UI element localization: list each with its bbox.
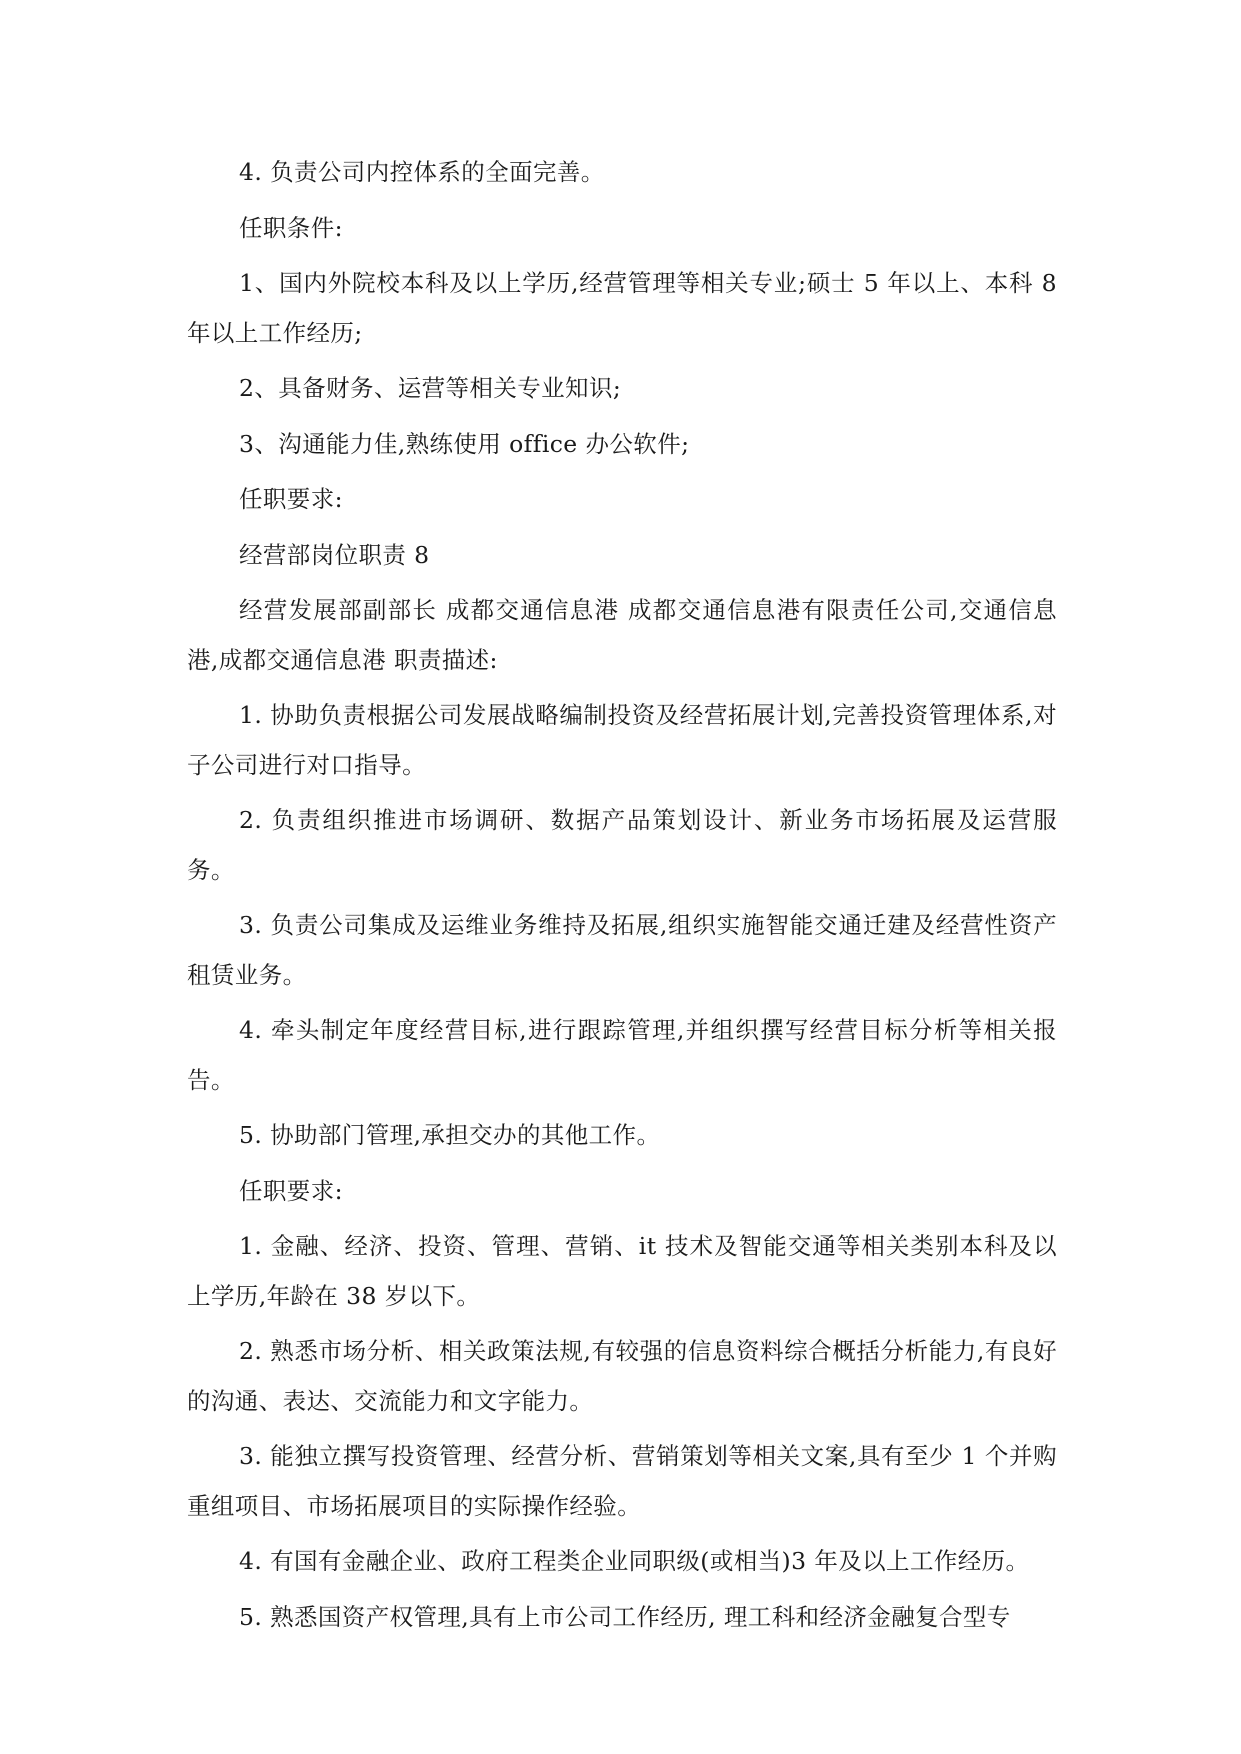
duty-item-3: 3. 负责公司集成及运维业务维持及拓展,组织实施智能交通迁建及经营性资产租赁业务。	[187, 911, 1057, 989]
paragraph-finance-knowledge: 2、具备财务、运营等相关专业知识;	[239, 374, 622, 402]
requirement-item-4: 4. 有国有金融企业、政府工程类企业同职级(或相当)3 年及以上工作经历。	[239, 1547, 1030, 1575]
heading-job-conditions: 任职条件:	[239, 213, 343, 242]
section-title-duty-8: 经营部岗位职责 8	[239, 540, 430, 569]
heading-job-requirements: 任职要求:	[239, 485, 343, 513]
requirement-item-2: 2. 熟悉市场分析、相关政策法规,有较强的信息资料综合概括分析能力,有良好的沟通、表达、交流能力和文字能力。	[187, 1337, 1057, 1415]
paragraph-communication-office: 3、沟通能力佳,熟练使用 office 办公软件;	[239, 429, 690, 458]
duty-item-2: 2. 负责组织推进市场调研、数据产品策划设计、新业务市场拓展及运营服务。	[187, 806, 1057, 884]
document-body	[187, 148, 1057, 1648]
paragraph-position-intro: 经营发展部副部长 成都交通信息港 成都交通信息港有限责任公司,交通信息港,成都交通信息港 职责描述:	[187, 596, 1057, 674]
duty-item-1: 1. 协助负责根据公司发展战略编制投资及经营拓展计划,完善投资管理体系,对子公司进行对口指导。	[187, 701, 1057, 779]
paragraph-education-experience: 1、国内外院校本科及以上学历,经营管理等相关专业;硕士 5 年以上、本科 8 年以上工作经历;	[187, 269, 1057, 347]
paragraph-internal-control: 4. 负责公司内控体系的全面完善。	[239, 158, 605, 186]
duty-item-5: 5. 协助部门管理,承担交办的其他工作。	[239, 1121, 661, 1149]
requirement-item-1: 1. 金融、经济、投资、管理、营销、it 技术及智能交通等相关类别本科及以上学历,年龄在 38 岁以下。	[187, 1232, 1057, 1310]
requirement-item-5: 5. 熟悉国资产权管理,具有上市公司工作经历, 理工科和经济金融复合型专	[239, 1602, 1011, 1631]
requirement-item-3: 3. 能独立撰写投资管理、经营分析、营销策划等相关文案,具有至少 1 个并购重组项目、市场拓展项目的实际操作经验。	[187, 1442, 1057, 1520]
duty-item-4: 4. 牵头制定年度经营目标,进行跟踪管理,并组织撰写经营目标分析等相关报告。	[187, 1016, 1057, 1094]
heading-job-requirements-2: 任职要求:	[239, 1176, 343, 1205]
